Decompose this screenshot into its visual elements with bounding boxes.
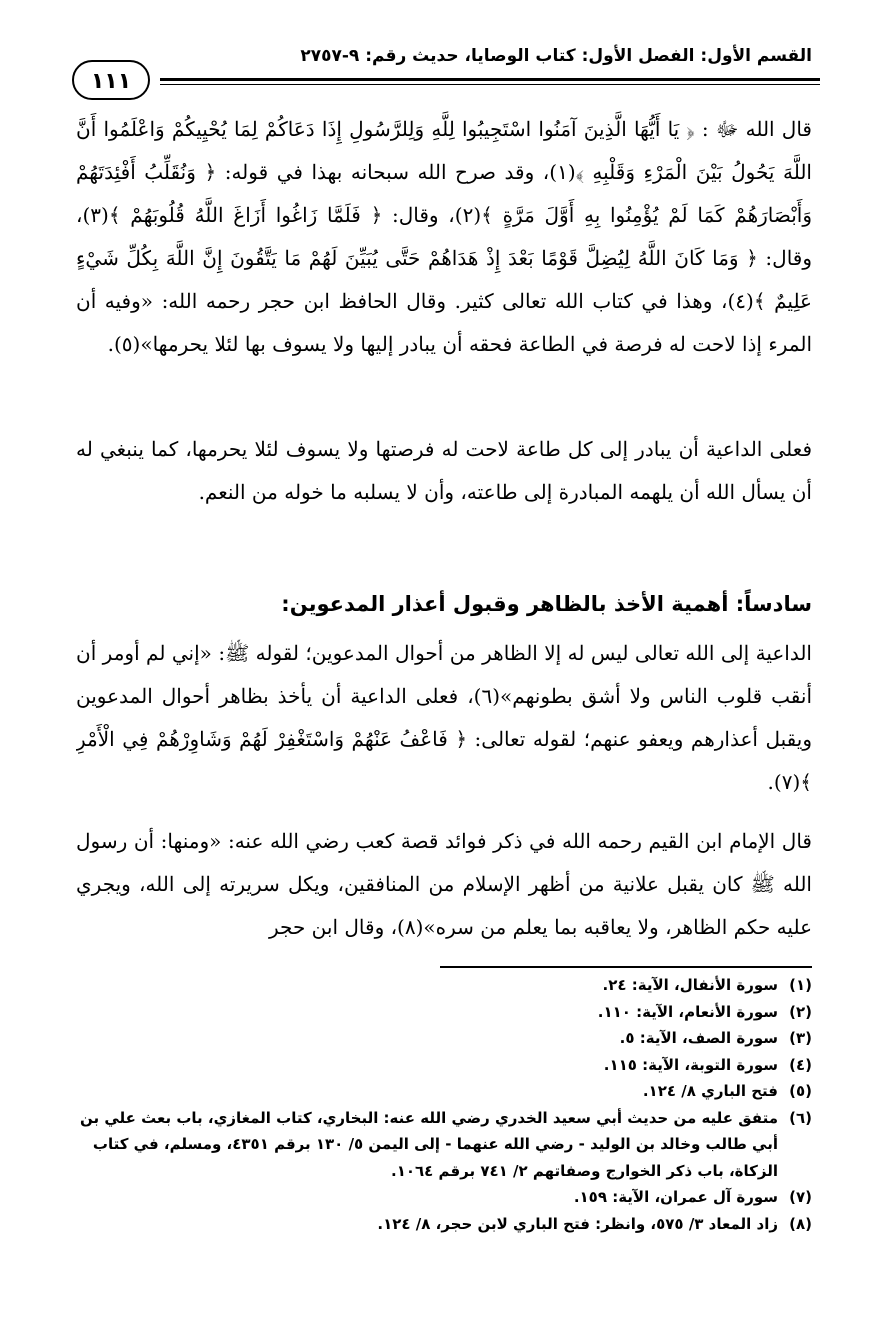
footnote-text: سورة التوبة، الآية: ١١٥. (603, 1055, 778, 1074)
footnote-text: سورة الأنعام، الآية: ١١٠. (597, 1002, 778, 1021)
section-heading: سادساً: أهمية الأخذ بالظاهر وقبول أعذار المدعوين: (281, 592, 812, 616)
footnote (76, 999, 812, 1026)
paragraph-caller-advice: فعلى الداعية أن يبادر إلى كل طاعة لاحت له فرصتها ولا يسوف لئلا يحرمها، كما ينبغي له أن يسأل الله أن يلهمه المبادرة إلى طاعته، وأن لا يسلبه ما خوله من النعم. (76, 437, 812, 504)
paragraph-ibn-qayyim: قال الإمام ابن القيم رحمه الله في ذكر فوائد قصة كعب رضي الله عنه: «ومنها: أن رسول الله ﷺ كان يقبل علانية من أظهر الإسلام من المنافقين، ويكل سريرته إلى الله، ويجري عليه حكم الظاهر، ولا يعاقبه بما يعلم من سره»(٨)، وقال ابن حجر (76, 829, 812, 939)
footnote-text: زاد المعاد ٣/ ٥٧٥، وانظر: فتح الباري لابن حجر، ٨/ ١٢٤. (377, 1214, 778, 1233)
footnote-text: سورة آل عمران، الآية: ١٥٩. (573, 1188, 778, 1206)
footnote-number: (٥) (789, 1082, 812, 1100)
footnote-text: سورة الصف، الآية: ٥. (619, 1029, 778, 1047)
footnote-number: (٢) (789, 1002, 812, 1021)
paragraph-quran-quotes: قال الله ﷻ : ﴿ يَا أَيُّهَا الَّذِينَ آمَنُوا اسْتَجِيبُوا لِلَّهِ وَلِلرَّسُولِ إِذَا دَعَاكُمْ لِمَا يُحْيِيكُمْ وَاعْلَمُوا أَنَّ اللَّهَ يَحُولُ بَيْنَ الْمَرْءِ وَقَلْبِهِ ﴾(١)، وقد صرح الله سبحانه بهذا في قوله: ﴿ وَنُقَلِّبُ أَفْئِدَتَهُمْ وَأَبْصَارَهُمْ كَمَا لَمْ يُؤْمِنُوا بِهِ أَوَّلَ مَرَّةٍ ﴾(٢)، وقال: ﴿ فَلَمَّا زَاغُوا أَزَاغَ اللَّهُ قُلُوبَهُمْ ﴾(٣)، وقال: ﴿ وَمَا كَانَ اللَّهُ لِيُضِلَّ قَوْمًا بَعْدَ إِذْ هَدَاهُمْ حَتَّى يُبَيِّنَ لَهُمْ مَا يَتَّقُونَ إِنَّ اللَّهَ بِكُلِّ شَيْءٍ عَلِيمٌ ﴾(٤)، وهذا في كتاب الله تعالى كثير. وقال الحافظ ابن حجر رحمه الله: «وفيه أن المرء إذا لاحت له فرصة في الطاعة فحقه أن يبادر إليها ولا يسوف بها لئلا يحرمها»(٥). (76, 117, 812, 356)
footnote-number: (٨) (789, 1214, 812, 1233)
footnote-number: (٦) (789, 1108, 812, 1127)
page-number: ١١١ (72, 60, 150, 100)
footnote (76, 972, 812, 999)
footnote-number: (١) (789, 976, 812, 994)
header-rule-thick (160, 78, 820, 81)
paragraph-outward-judgment: الداعية إلى الله تعالى ليس له إلا الظاهر من أحوال المدعوين؛ لقوله ﷺ: «إني لم أومر أن أنقب قلوب الناس ولا أشق بطونهم»(٦)، فعلى الداعية أن يأخذ بظاهر أحوال المدعوين ويقبل أعذارهم ويعفو عنهم؛ لقوله تعالى: ﴿ فَاعْفُ عَنْهُمْ وَاسْتَغْفِرْ لَهُمْ وَشَاوِرْهُمْ فِي الْأَمْرِ ﴾(٧). (76, 641, 812, 794)
footnote-number: (٤) (789, 1055, 812, 1074)
running-header: القسم الأول: الفصل الأول: كتاب الوصايا، حديث رقم: ٩-٢٧٥٧ (300, 46, 812, 66)
footnote-number: (٧) (789, 1188, 812, 1206)
footnote (76, 1184, 812, 1211)
footnote-separator (440, 966, 812, 968)
footnote (76, 1025, 812, 1052)
footnote-text: فتح الباري ٨/ ١٢٤. (642, 1082, 778, 1100)
footnote-text: سورة الأنفال، الآية: ٢٤. (602, 976, 778, 994)
footnote (76, 1052, 812, 1079)
footnote-number: (٣) (789, 1029, 812, 1047)
footnote-text: متفق عليه من حديث أبي سعيد الخدري رضي الله عنه: البخاري، كتاب المغازي، باب بعث علي بن أبي طالب وخالد بن الوليد - رضي الله عنهما - إلى اليمن ٥/ ١٣٠ برقم ٤٣٥١، ومسلم، في كتاب الزكاة، باب ذكر الخوارج وصفاتهم ٢/ ٧٤١ برقم ١٠٦٤. (80, 1108, 778, 1180)
footnote (76, 1211, 812, 1238)
footnotes (76, 972, 812, 1237)
footnote (76, 1105, 812, 1185)
header-rule-thin (160, 84, 820, 85)
footnote (76, 1078, 812, 1105)
